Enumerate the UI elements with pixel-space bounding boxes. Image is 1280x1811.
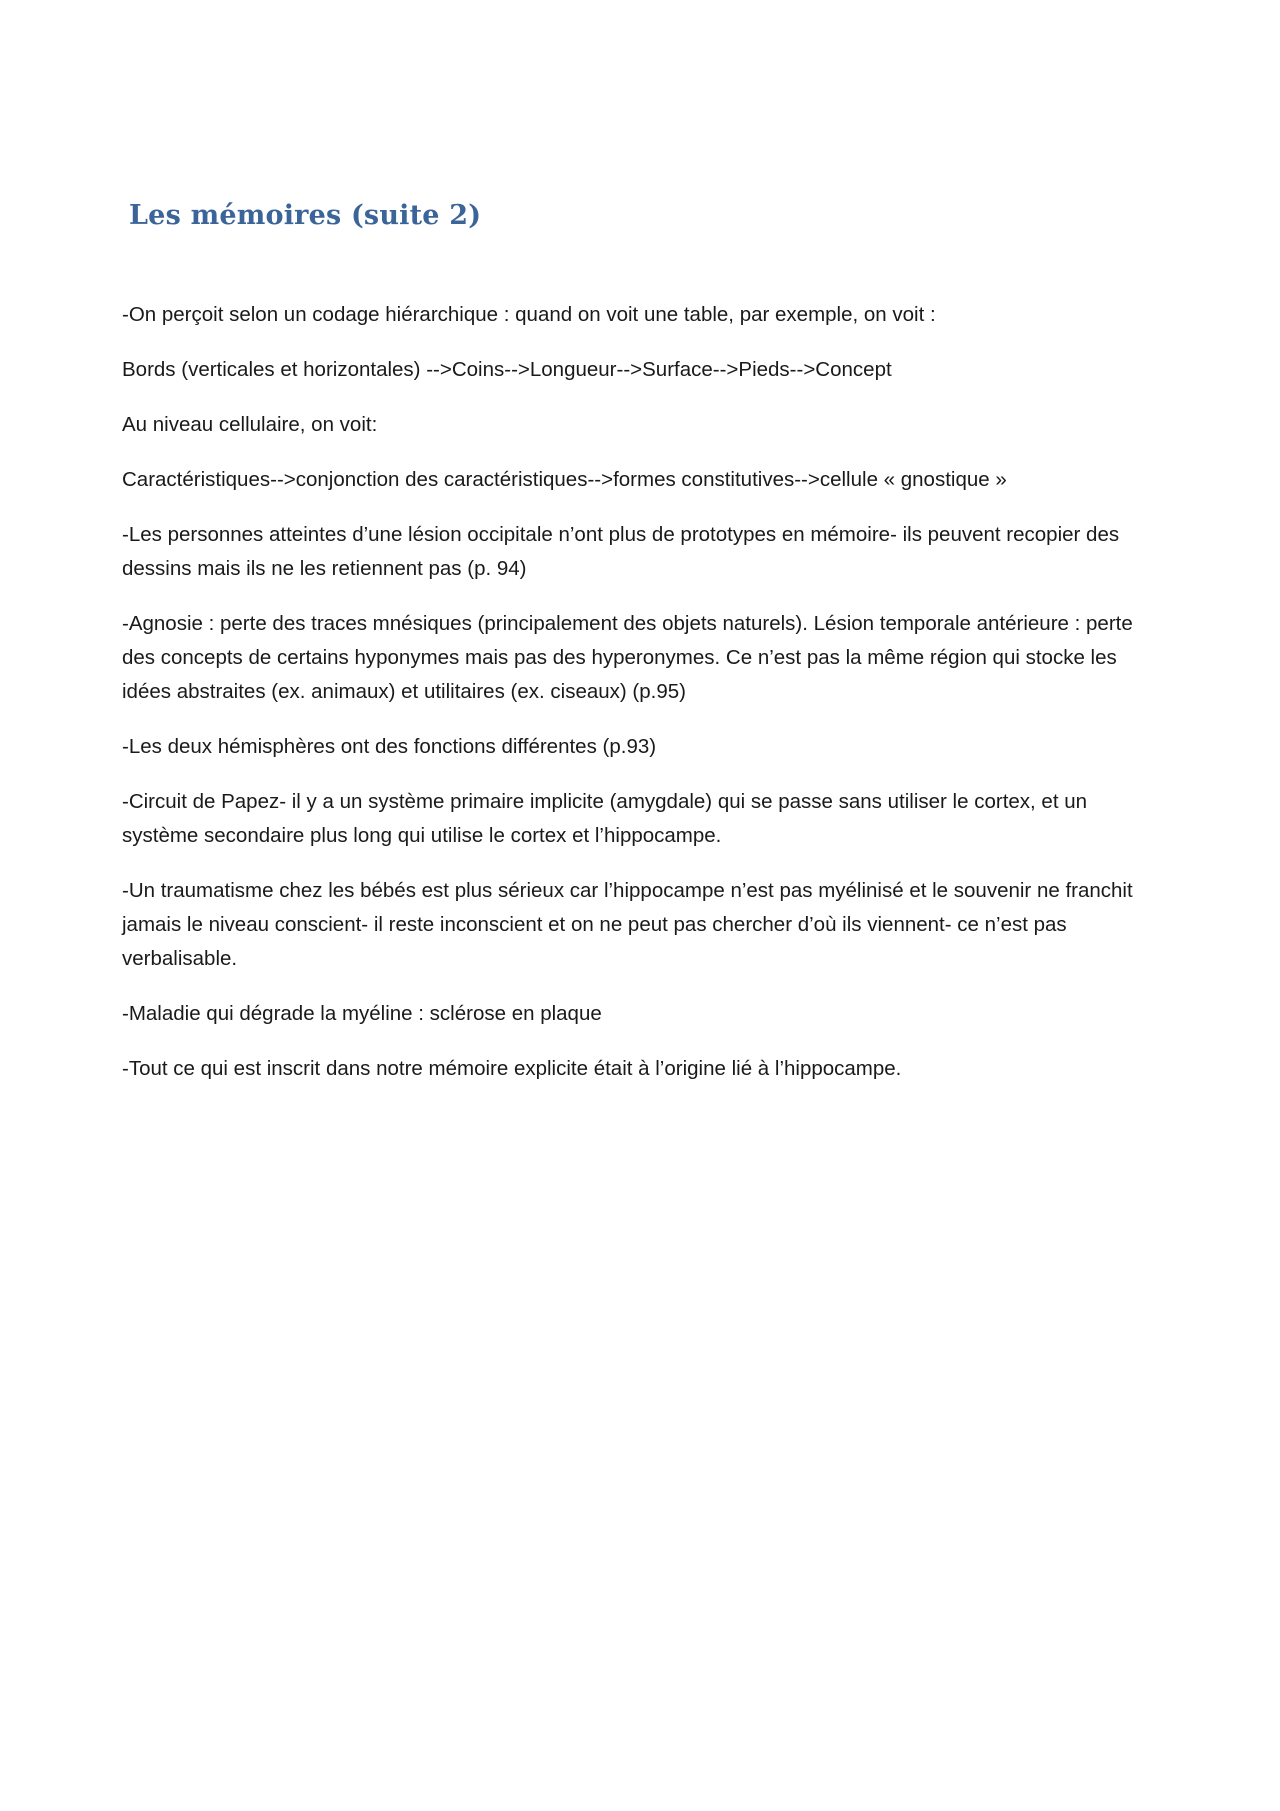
paragraph-occipital-lesion: -Les personnes atteintes d’une lésion occipitale n’ont plus de prototypes en mémoire- ils peuvent recopier des dessins mais ils ne les retiennent pas (p. 94) [122, 523, 1120, 580]
paragraph-papez-circuit: -Circuit de Papez- il y a un système primaire implicite (amygdale) qui se passe sans utiliser le cortex, et un système secondaire plus long qui utilise le cortex et l’hippocampe. [122, 790, 1088, 847]
paragraph-baby-trauma: -Un traumatisme chez les bébés est plus sérieux car l’hippocampe n’est pas myélinisé et le souvenir ne franchit jamais le niveau conscient- il reste inconscient et on ne peut pas chercher d’où ils viennent- ce n’est pas verbalisable. [122, 879, 1133, 970]
paragraph-explicit-memory: -Tout ce qui est inscrit dans notre mémoire explicite était à l’origine lié à l’hippocampe. [122, 1057, 902, 1080]
paragraph-cellular-sequence: Caractéristiques-->conjonction des caractéristiques-->formes constitutives-->cellule « gnostique » [122, 468, 1007, 491]
paragraph-table-sequence: Bords (verticales et horizontales) -->Coins-->Longueur-->Surface-->Pieds-->Concept [122, 358, 892, 381]
paragraph-hemispheres: -Les deux hémisphères ont des fonctions différentes (p.93) [122, 735, 657, 758]
paragraph-myelin-disease: -Maladie qui dégrade la myéline : sclérose en plaque [122, 1002, 602, 1025]
paragraph-agnosia: -Agnosie : perte des traces mnésiques (principalement des objets naturels). Lésion temporale antérieure : perte des concepts de certains hyponymes mais pas des hyperonymes. Ce n’est pas la même région qui stocke les idées abstraites (ex. animaux) et utilitaires (ex. ciseaux) (p.95) [122, 612, 1133, 703]
paragraph-cellular-level: Au niveau cellulaire, on voit: [122, 413, 378, 436]
page-title: Les mémoires (suite 2) [129, 200, 482, 231]
paragraph-hierarchical-coding: -On perçoit selon un codage hiérarchique : quand on voit une table, par exemple, on voit : [122, 303, 936, 326]
document-body [122, 298, 1162, 1107]
